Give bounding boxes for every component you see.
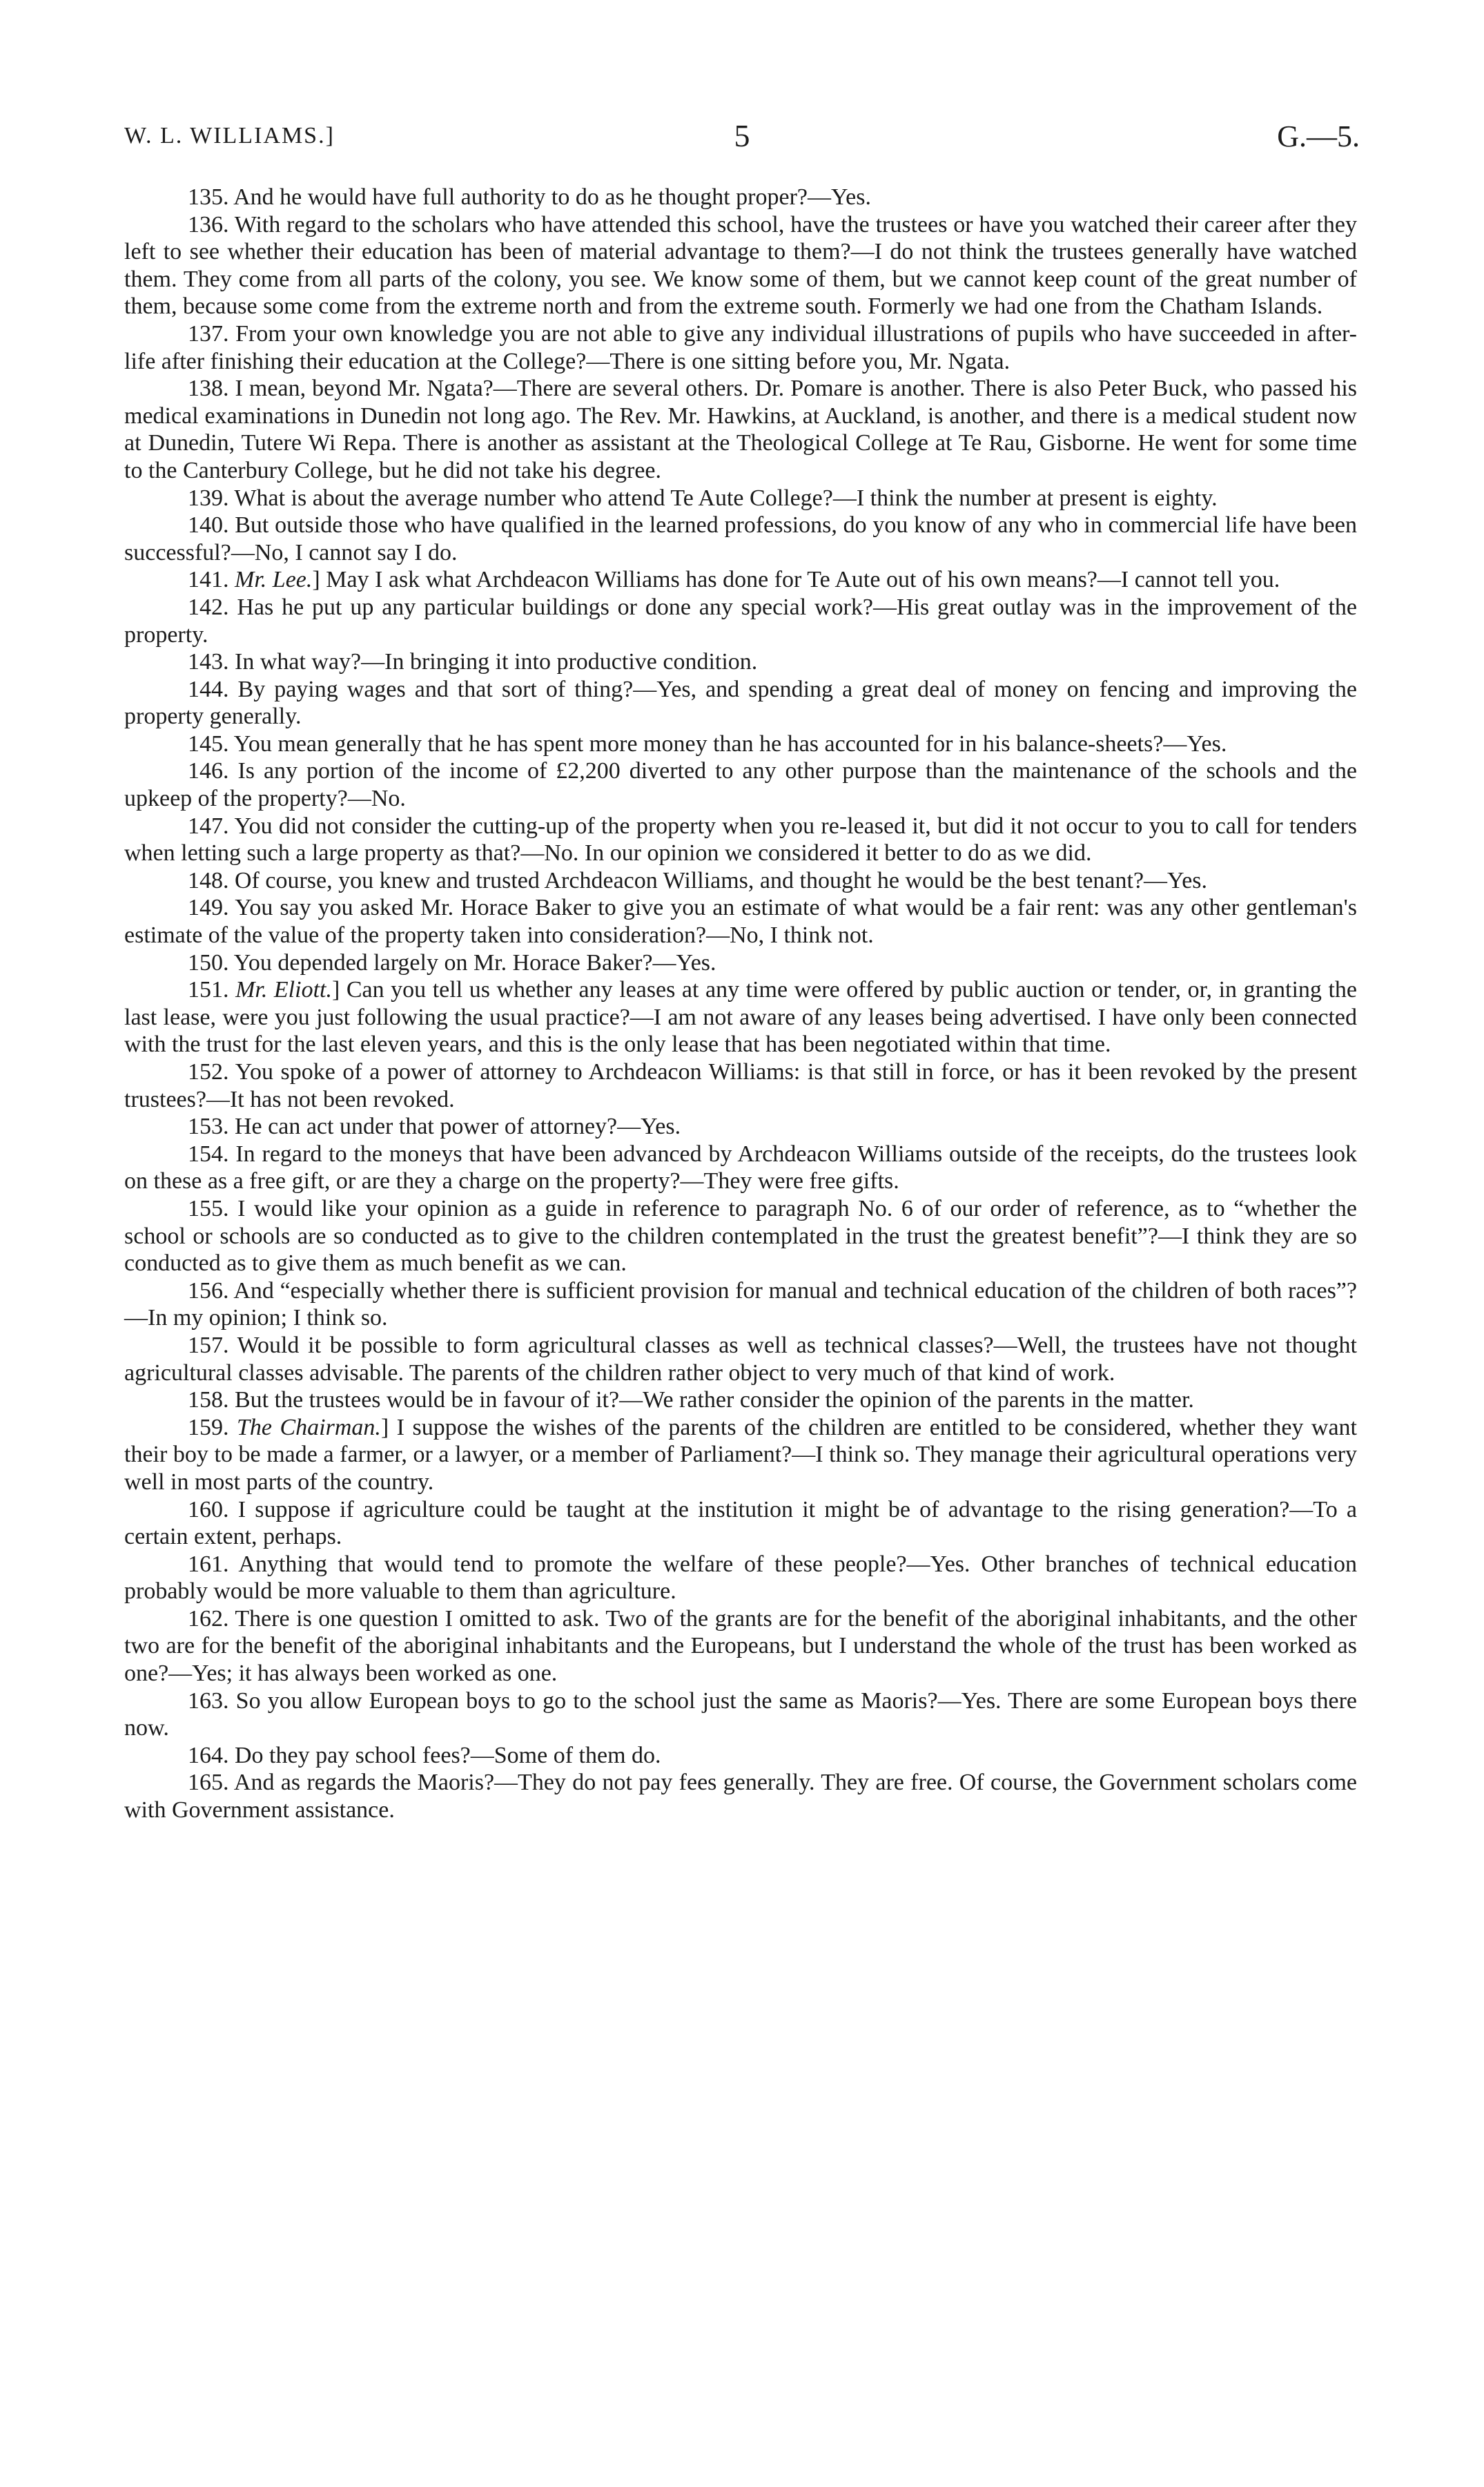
evidence-paragraph: 140. But outside those who have qualified in the learned professions, do you know of any who in commercial life have been successful?—No, I cannot say I do.	[124, 512, 1357, 565]
speaker-name: Mr. Lee.	[235, 567, 313, 593]
question-number: 151.	[188, 977, 229, 1003]
paragraph-text: ] I suppose the wishes of the parents of the children are entitled to be considered, whether they want their boy to be made a farmer, or a lawyer, or a member of Parliament?—I think so. They manage their agricultural operations very well in most parts of the country.	[124, 1414, 1357, 1495]
paragraph-text: ] May I ask what Archdeacon Williams has done for Te Aute out of his own means?—I cannot tell you.	[312, 567, 1280, 593]
speaker-name: Mr. Eliott.	[235, 977, 332, 1003]
evidence-paragraph: 154. In regard to the moneys that have been advanced by Archdeacon Williams outside of the receipts, do the trustees look on these as a free gift, or are they a charge on the property?—They were free gifts.	[124, 1141, 1357, 1194]
evidence-paragraph: 153. He can act under that power of attorney?—Yes.	[188, 1114, 681, 1140]
evidence-paragraph: 147. You did not consider the cutting-up of the property when you re-leased it, but did it not occur to you to call for tenders when letting such a large property as that?—No. In our opinion we considered it better to do as we did.	[124, 813, 1357, 867]
evidence-paragraph: 148. Of course, you knew and trusted Archdeacon Williams, and thought he would be the best tenant?—Yes.	[188, 867, 1208, 893]
evidence-paragraph: 150. You depended largely on Mr. Horace Baker?—Yes.	[188, 949, 716, 976]
header-witness-name: W. L. WILLIAMS.]	[124, 123, 335, 148]
evidence-paragraph: 136. With regard to the scholars who have attended this school, have the trustees or have you watched their career after they left to see whether their education has been of material advantage to them?—I do not think the trustees generally have watched them. They come from all parts of the colony, you see. We know some of them, but we cannot keep count of the great number of them, because some come from the extreme north and from the extreme south. Formerly we had one from the Chatham Islands.	[124, 211, 1357, 320]
evidence-paragraph: 155. I would like your opinion as a guide in reference to paragraph No. 6 of our order of reference, as to “whether the school or schools are so conducted as to give to the children contemplated in the trust the greatest benefit”?—I think they are so conducted as to give them as much benefit as we can.	[124, 1195, 1357, 1277]
evidence-body	[124, 184, 1357, 1824]
evidence-paragraph: 143. In what way?—In bringing it into productive condition.	[188, 649, 758, 675]
evidence-paragraph: 152. You spoke of a power of attorney to Archdeacon Williams: is that still in force, or has it been revoked by the present trustees?—It has not been revoked.	[124, 1059, 1357, 1112]
speaker-name: The Chairman.	[236, 1414, 381, 1440]
evidence-paragraph	[124, 566, 1357, 594]
evidence-paragraph: 135. And he would have full authority to do as he thought proper?—Yes.	[188, 184, 871, 210]
paragraph-text: ] Can you tell us whether any leases at any time were offered by public auction or tender, or, in granting the last lease, were you just following the usual practice?—I am not aware of any leases being advertised. I have only been connected with the trust for the last eleven years, and this is the only lease that has been negotiated within that time.	[124, 977, 1358, 1058]
evidence-paragraph: 164. Do they pay school fees?—Some of them do.	[188, 1742, 661, 1768]
page-header	[124, 117, 1360, 159]
evidence-paragraph: 158. But the trustees would be in favour of it?—We rather consider the opinion of the parents in the matter.	[188, 1387, 1194, 1413]
evidence-paragraph	[124, 976, 1357, 1058]
header-document-code: G.—5.	[1277, 119, 1360, 153]
evidence-paragraph	[124, 1414, 1357, 1496]
evidence-paragraph: 165. And as regards the Maoris?—They do not pay fees generally. They are free. Of course, the Government scholars come with Government assistance.	[124, 1770, 1357, 1823]
evidence-paragraph: 160. I suppose if agriculture could be taught at the institution it might be of advantage to the rising generation?—To a certain extent, perhaps.	[124, 1496, 1357, 1550]
evidence-paragraph: 144. By paying wages and that sort of thing?—Yes, and spending a great deal of money on fencing and improving the property generally.	[124, 676, 1357, 730]
evidence-paragraph: 161. Anything that would tend to promote the welfare of these people?—Yes. Other branches of technical education probably would be more valuable to them than agriculture.	[124, 1551, 1357, 1605]
evidence-paragraph: 146. Is any portion of the income of £2,200 diverted to any other purpose than the maintenance of the schools and the upkeep of the property?—No.	[124, 758, 1357, 812]
evidence-paragraph: 139. What is about the average number who attend Te Aute College?—I think the number at present is eighty.	[188, 485, 1218, 511]
evidence-paragraph: 138. I mean, beyond Mr. Ngata?—There are several others. Dr. Pomare is another. There is also Peter Buck, who passed his medical examinations in Dunedin not long ago. The Rev. Mr. Hawkins, at Auckland, is another, and there is a medical student now at Dunedin, Tutere Wi Repa. There is another as assistant at the Theological College at Te Rau, Gisborne. He went for some time to the Canterbury College, but he did not take his degree.	[124, 376, 1357, 483]
question-number: 159.	[188, 1414, 229, 1440]
evidence-paragraph: 137. From your own knowledge you are not able to give any individual illustrations of pupils who have succeeded in after-life after finishing their education at the College?—There is one sitting before you, Mr. Ngata.	[124, 320, 1357, 374]
evidence-paragraph: 142. Has he put up any particular buildings or done any special work?—His great outlay was in the improvement of the property.	[124, 594, 1357, 648]
evidence-paragraph: 145. You mean generally that he has spent more money than he has accounted for in his balance-sheets?—Yes.	[188, 730, 1227, 757]
header-page-number: 5	[734, 118, 750, 153]
evidence-paragraph: 149. You say you asked Mr. Horace Baker to give you an estimate of what would be a fair rent: was any other gentleman's estimate of the value of the property taken into consideration?—No, I think not.	[124, 895, 1357, 949]
question-number: 141.	[188, 567, 229, 593]
evidence-paragraph: 163. So you allow European boys to go to the school just the same as Maoris?—Yes. There are some European boys there now.	[124, 1687, 1357, 1741]
evidence-paragraph: 157. Would it be possible to form agricultural classes as well as technical classes?—Well, the trustees have not thought agricultural classes advisable. The parents of the children rather object to very much of that kind of work.	[124, 1332, 1357, 1386]
evidence-paragraph: 162. There is one question I omitted to ask. Two of the grants are for the benefit of the aboriginal inhabitants, and the other two are for the benefit of the aboriginal inhabitants and the Europeans, but I understand the whole of the trust has been worked as one?—Yes; it has always been worked as one.	[124, 1605, 1357, 1687]
evidence-paragraph: 156. And “especially whether there is sufficient provision for manual and technical education of the children of both races”?—In my opinion; I think so.	[124, 1277, 1357, 1331]
